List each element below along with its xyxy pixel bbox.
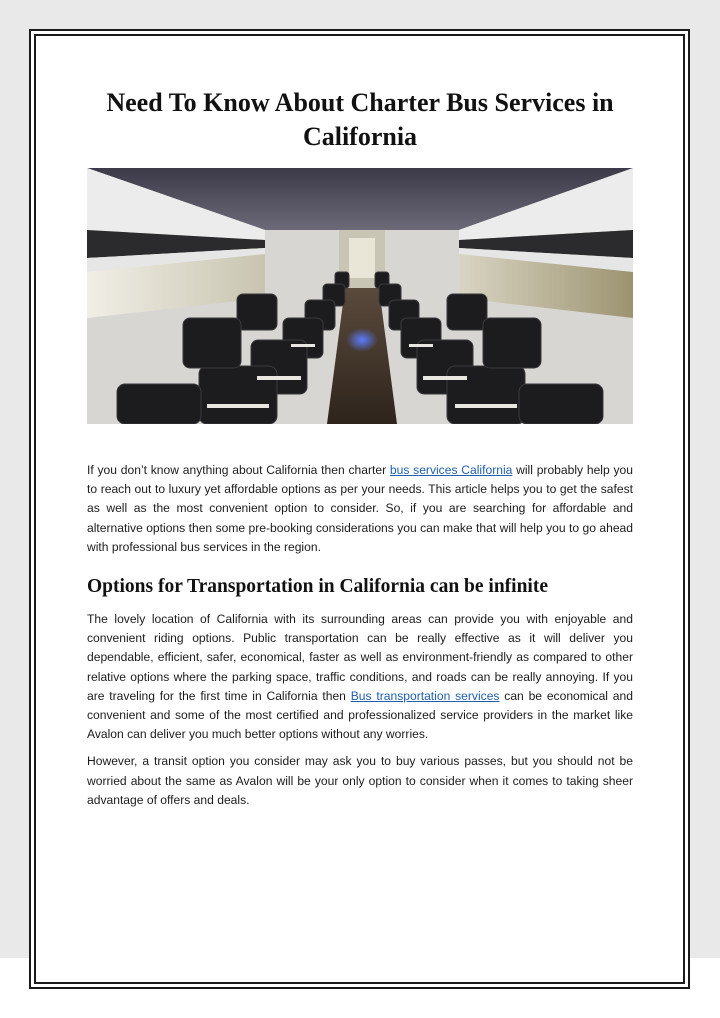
bus-services-california-link[interactable]: bus services California <box>389 463 513 477</box>
para1-text-before-link: The lovely location of California with its surrounding areas can provide you with enjoyable and convenient riding options. Public transportation can be really effective as it will deliver you dependable, efficient, safer, economical, faster as well as environment-friendly as compared to other relative options where the parking space, traffic conditions, and roads can be really annoying. If you are traveling for the first time in California then <box>87 612 633 703</box>
para1-text-after-link: can be economical and convenient and some of the most certified and professionalized service providers in the market like Avalon can deliver you much better options without any worries. <box>87 688 633 742</box>
document-content <box>87 86 633 810</box>
document-title: Need To Know About Charter Bus Services in California <box>106 88 614 151</box>
section-paragraph-1 <box>87 610 633 744</box>
intro-text-after-link: will probably help you to reach out to luxury yet affordable options as per your needs. This article helps you to get the safest as well as the most convenient option to consider. So, if you are searching for affordable and alternative options then some pre-booking considerations you can make that will help you to go ahead with professional bus services in the region. <box>87 463 633 554</box>
section-paragraph-2: However, a transit option you consider may ask you to buy various passes, but you should not be worried about the same as Avalon will be your only option to consider when it comes to taking sheer advantage of offers and deals. <box>87 754 633 807</box>
intro-paragraph <box>87 461 633 557</box>
intro-text-before-link: If you don’t know anything about California then charter <box>87 463 390 477</box>
bus-interior-image <box>87 168 633 424</box>
section-heading: Options for Transportation in California can be infinite <box>87 576 549 598</box>
bus-transportation-services-link[interactable]: Bus transportation services <box>350 688 500 703</box>
